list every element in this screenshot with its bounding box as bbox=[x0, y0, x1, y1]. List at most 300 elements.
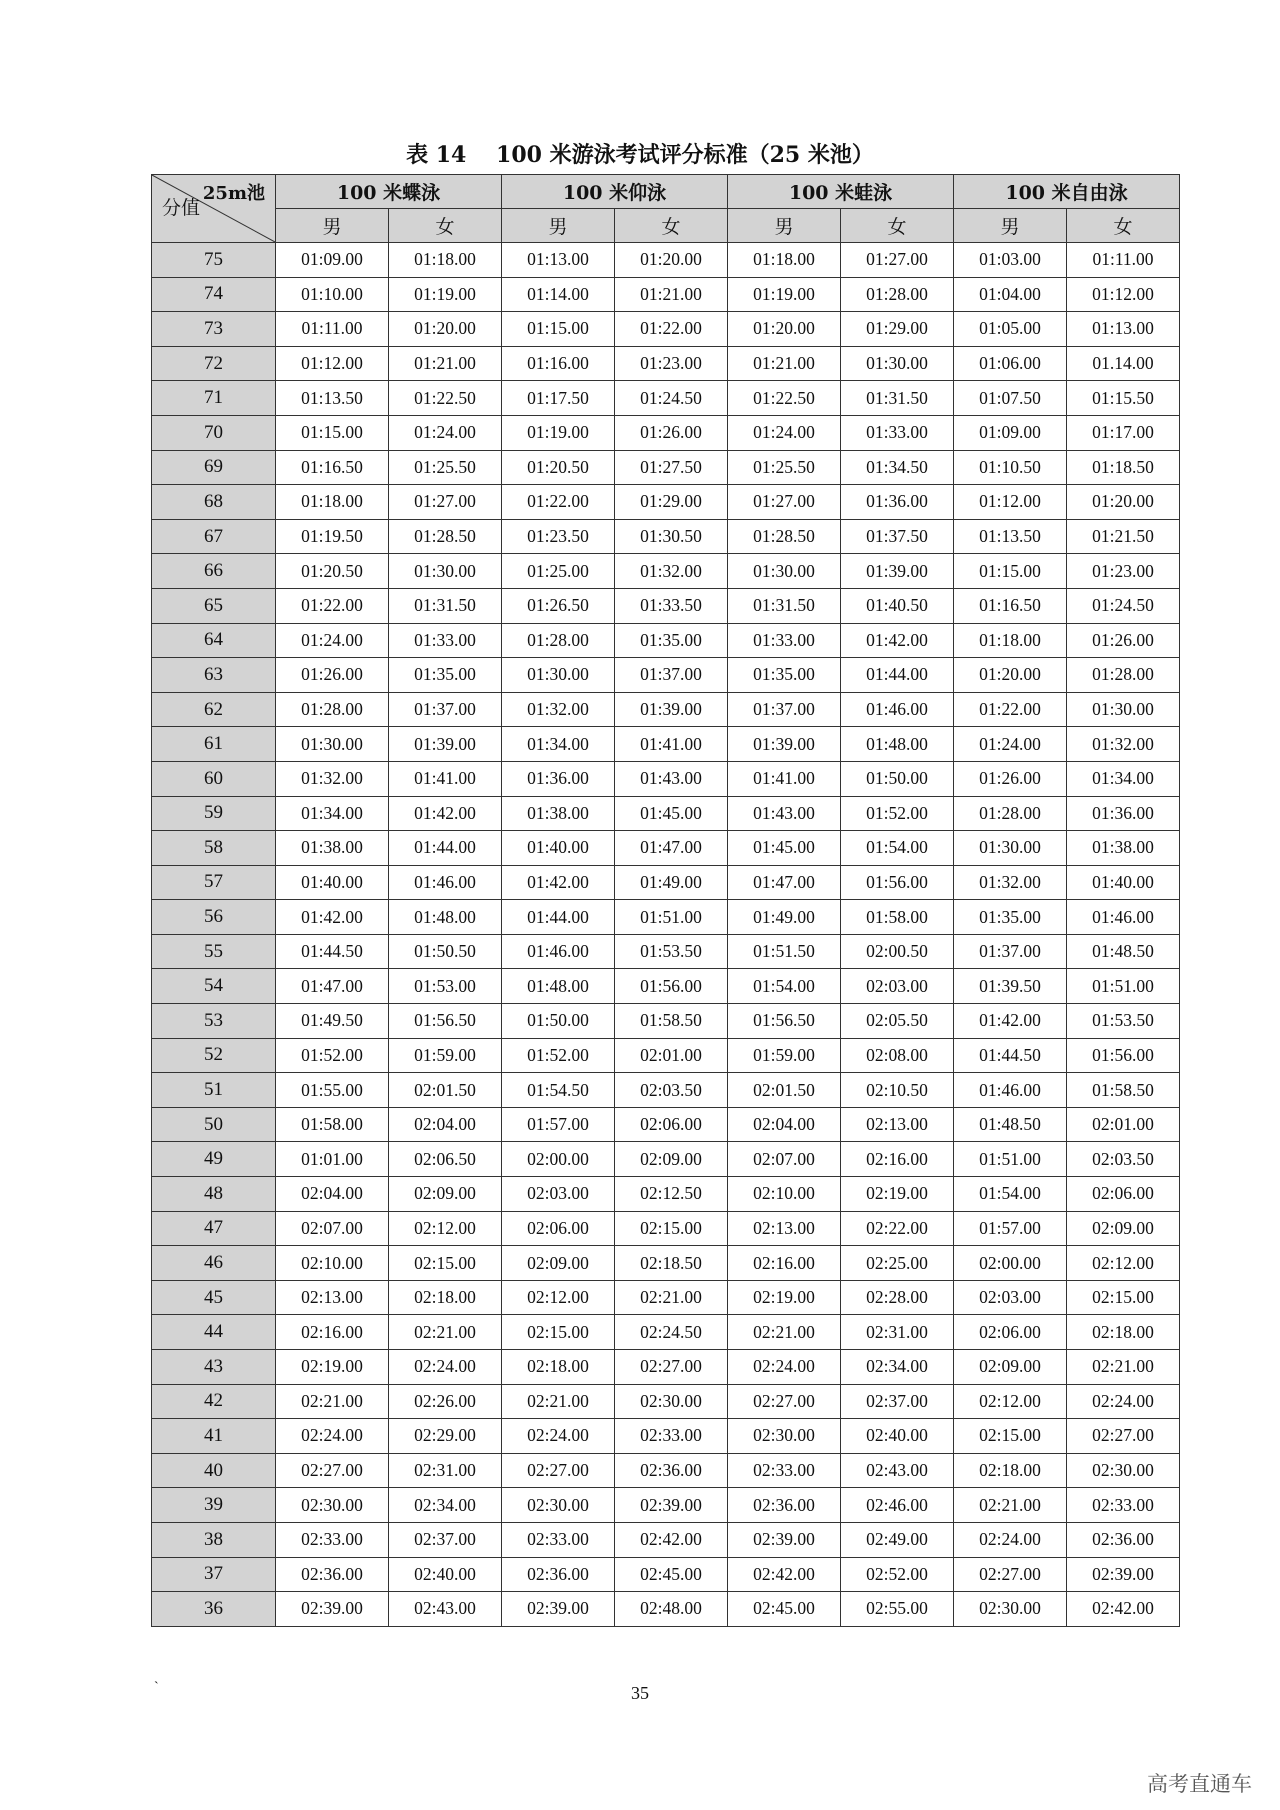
time-cell: 01:22.50 bbox=[728, 381, 841, 416]
time-cell: 01:41.00 bbox=[389, 761, 502, 796]
score-cell: 58 bbox=[152, 831, 276, 866]
time-cell: 02:00.00 bbox=[502, 1142, 615, 1177]
time-cell: 01:32.00 bbox=[954, 865, 1067, 900]
time-cell: 02:09.00 bbox=[502, 1246, 615, 1281]
time-cell: 02:30.00 bbox=[1067, 1453, 1180, 1488]
time-cell: 02:39.00 bbox=[502, 1592, 615, 1627]
time-cell: 01:48.50 bbox=[1067, 934, 1180, 969]
time-cell: 01:30.00 bbox=[841, 346, 954, 381]
time-cell: 01:10.00 bbox=[276, 277, 389, 312]
score-cell: 70 bbox=[152, 415, 276, 450]
table-row bbox=[152, 1280, 1180, 1315]
time-cell: 01:38.00 bbox=[276, 831, 389, 866]
time-cell: 02:18.00 bbox=[389, 1280, 502, 1315]
time-cell: 01:42.00 bbox=[502, 865, 615, 900]
score-cell: 71 bbox=[152, 381, 276, 416]
time-cell: 01:42.00 bbox=[276, 900, 389, 935]
time-cell: 01:20.00 bbox=[1067, 485, 1180, 520]
time-cell: 01:24.00 bbox=[276, 623, 389, 658]
time-cell: 01:55.00 bbox=[276, 1073, 389, 1108]
time-cell: 01:40.00 bbox=[276, 865, 389, 900]
time-cell: 01:22.50 bbox=[389, 381, 502, 416]
score-cell: 37 bbox=[152, 1557, 276, 1592]
time-cell: 01:18.00 bbox=[954, 623, 1067, 658]
time-cell: 01:17.50 bbox=[502, 381, 615, 416]
table-row bbox=[152, 485, 1180, 520]
time-cell: 01:04.00 bbox=[954, 277, 1067, 312]
time-cell: 01:56.00 bbox=[841, 865, 954, 900]
table-row bbox=[152, 1350, 1180, 1385]
time-cell: 02:21.00 bbox=[389, 1315, 502, 1350]
time-cell: 02:30.00 bbox=[615, 1384, 728, 1419]
table-row bbox=[152, 796, 1180, 831]
time-cell: 02:27.00 bbox=[502, 1453, 615, 1488]
time-cell: 02:06.00 bbox=[502, 1211, 615, 1246]
time-cell: 01:15.50 bbox=[1067, 381, 1180, 416]
time-cell: 02:30.00 bbox=[502, 1488, 615, 1523]
time-cell: 02:15.00 bbox=[389, 1246, 502, 1281]
time-cell: 02:21.00 bbox=[502, 1384, 615, 1419]
time-cell: 02:39.00 bbox=[615, 1488, 728, 1523]
time-cell: 01:39.00 bbox=[389, 727, 502, 762]
time-cell: 01:23.00 bbox=[1067, 554, 1180, 589]
score-cell: 48 bbox=[152, 1177, 276, 1212]
time-cell: 01:22.00 bbox=[276, 588, 389, 623]
time-cell: 01:11.00 bbox=[1067, 243, 1180, 278]
time-cell: 01:48.00 bbox=[389, 900, 502, 935]
sex-header-male: 男 bbox=[502, 209, 615, 243]
footer-mark: ` bbox=[154, 1680, 159, 1695]
score-table bbox=[151, 174, 1180, 1627]
time-cell: 02:43.00 bbox=[841, 1453, 954, 1488]
time-cell: 02:43.00 bbox=[389, 1592, 502, 1627]
time-cell: 01:28.00 bbox=[1067, 658, 1180, 693]
score-cell: 49 bbox=[152, 1142, 276, 1177]
time-cell: 02:28.00 bbox=[841, 1280, 954, 1315]
time-cell: 01:36.00 bbox=[502, 761, 615, 796]
time-cell: 01:44.50 bbox=[954, 1038, 1067, 1073]
time-cell: 01:13.50 bbox=[954, 519, 1067, 554]
score-cell: 46 bbox=[152, 1246, 276, 1281]
score-cell: 57 bbox=[152, 865, 276, 900]
score-cell: 65 bbox=[152, 588, 276, 623]
table-row bbox=[152, 450, 1180, 485]
table-row bbox=[152, 658, 1180, 693]
time-cell: 01:19.50 bbox=[276, 519, 389, 554]
time-cell: 01:48.50 bbox=[954, 1107, 1067, 1142]
score-cell: 52 bbox=[152, 1038, 276, 1073]
time-cell: 02:45.00 bbox=[615, 1557, 728, 1592]
time-cell: 01:34.00 bbox=[502, 727, 615, 762]
time-cell: 01:29.00 bbox=[615, 485, 728, 520]
time-cell: 01:43.00 bbox=[615, 761, 728, 796]
group-header-breaststroke: 100 米蛙泳 bbox=[728, 175, 954, 209]
time-cell: 01:12.00 bbox=[954, 485, 1067, 520]
time-cell: 02:04.00 bbox=[728, 1107, 841, 1142]
time-cell: 01:46.00 bbox=[389, 865, 502, 900]
time-cell: 01:13.00 bbox=[1067, 312, 1180, 347]
time-cell: 01:19.00 bbox=[728, 277, 841, 312]
time-cell: 02:03.00 bbox=[954, 1280, 1067, 1315]
score-cell: 62 bbox=[152, 692, 276, 727]
time-cell: 02:36.00 bbox=[615, 1453, 728, 1488]
time-cell: 01:38.00 bbox=[1067, 831, 1180, 866]
time-cell: 01:20.00 bbox=[728, 312, 841, 347]
time-cell: 01:26.00 bbox=[615, 415, 728, 450]
time-cell: 02:19.00 bbox=[841, 1177, 954, 1212]
group-header-backstroke: 100 米仰泳 bbox=[502, 175, 728, 209]
time-cell: 01:16.50 bbox=[276, 450, 389, 485]
time-cell: 01:40.50 bbox=[841, 588, 954, 623]
table-row bbox=[152, 1592, 1180, 1627]
time-cell: 01:39.50 bbox=[954, 969, 1067, 1004]
score-cell: 63 bbox=[152, 658, 276, 693]
time-cell: 01:50.00 bbox=[502, 1004, 615, 1039]
score-cell: 60 bbox=[152, 761, 276, 796]
score-cell: 39 bbox=[152, 1488, 276, 1523]
time-cell: 01:39.00 bbox=[728, 727, 841, 762]
time-cell: 02:26.00 bbox=[389, 1384, 502, 1419]
group-header-freestyle: 100 米自由泳 bbox=[954, 175, 1180, 209]
time-cell: 01:33.00 bbox=[728, 623, 841, 658]
time-cell: 01:34.50 bbox=[841, 450, 954, 485]
time-cell: 01:45.00 bbox=[728, 831, 841, 866]
time-cell: 02:27.00 bbox=[954, 1557, 1067, 1592]
time-cell: 02:29.00 bbox=[389, 1419, 502, 1454]
time-cell: 01:46.00 bbox=[954, 1073, 1067, 1108]
page-number: 35 bbox=[631, 1683, 649, 1703]
table-row bbox=[152, 1419, 1180, 1454]
time-cell: 01:44.00 bbox=[389, 831, 502, 866]
time-cell: 02:03.00 bbox=[841, 969, 954, 1004]
time-cell: 02:31.00 bbox=[841, 1315, 954, 1350]
table-row bbox=[152, 1557, 1180, 1592]
time-cell: 02:18.00 bbox=[1067, 1315, 1180, 1350]
time-cell: 01:18.50 bbox=[1067, 450, 1180, 485]
table-row bbox=[152, 1522, 1180, 1557]
time-cell: 01:39.00 bbox=[615, 692, 728, 727]
time-cell: 01:59.00 bbox=[389, 1038, 502, 1073]
time-cell: 01:47.00 bbox=[276, 969, 389, 1004]
score-cell: 61 bbox=[152, 727, 276, 762]
time-cell: 01:52.00 bbox=[502, 1038, 615, 1073]
time-cell: 01:41.00 bbox=[615, 727, 728, 762]
time-cell: 01:28.50 bbox=[389, 519, 502, 554]
time-cell: 01:18.00 bbox=[389, 243, 502, 278]
time-cell: 01:33.00 bbox=[389, 623, 502, 658]
score-cell: 55 bbox=[152, 934, 276, 969]
table-row bbox=[152, 415, 1180, 450]
time-cell: 01:49.00 bbox=[615, 865, 728, 900]
score-cell: 41 bbox=[152, 1419, 276, 1454]
time-cell: 01:42.00 bbox=[954, 1004, 1067, 1039]
time-cell: 01:27.00 bbox=[728, 485, 841, 520]
time-cell: 02:19.00 bbox=[728, 1280, 841, 1315]
time-cell: 02:18.50 bbox=[615, 1246, 728, 1281]
table-row bbox=[152, 692, 1180, 727]
time-cell: 01:27.50 bbox=[615, 450, 728, 485]
time-cell: 02:52.00 bbox=[841, 1557, 954, 1592]
time-cell: 02:40.00 bbox=[389, 1557, 502, 1592]
time-cell: 01:12.00 bbox=[1067, 277, 1180, 312]
time-cell: 01:54.00 bbox=[728, 969, 841, 1004]
time-cell: 02:36.00 bbox=[728, 1488, 841, 1523]
time-cell: 02:33.00 bbox=[276, 1522, 389, 1557]
time-cell: 02:09.00 bbox=[615, 1142, 728, 1177]
group-header-butterfly: 100 米蝶泳 bbox=[276, 175, 502, 209]
time-cell: 01:51.00 bbox=[954, 1142, 1067, 1177]
time-cell: 02:49.00 bbox=[841, 1522, 954, 1557]
time-cell: 01:25.00 bbox=[502, 554, 615, 589]
score-cell: 69 bbox=[152, 450, 276, 485]
time-cell: 01:54.00 bbox=[841, 831, 954, 866]
time-cell: 02:31.00 bbox=[389, 1453, 502, 1488]
time-cell: 01:30.00 bbox=[728, 554, 841, 589]
header-row-groups bbox=[152, 175, 1180, 209]
time-cell: 01:58.50 bbox=[615, 1004, 728, 1039]
time-cell: 01:36.00 bbox=[1067, 796, 1180, 831]
time-cell: 02:06.00 bbox=[1067, 1177, 1180, 1212]
time-cell: 01:56.50 bbox=[728, 1004, 841, 1039]
time-cell: 02:03.00 bbox=[502, 1177, 615, 1212]
corner-pool-label: 25m池 bbox=[202, 183, 265, 204]
time-cell: 02:15.00 bbox=[502, 1315, 615, 1350]
time-cell: 01:54.00 bbox=[954, 1177, 1067, 1212]
time-cell: 01:28.00 bbox=[954, 796, 1067, 831]
time-cell: 01:21.00 bbox=[615, 277, 728, 312]
time-cell: 02:48.00 bbox=[615, 1592, 728, 1627]
time-cell: 01:59.00 bbox=[728, 1038, 841, 1073]
time-cell: 01:37.50 bbox=[841, 519, 954, 554]
time-cell: 02:21.00 bbox=[728, 1315, 841, 1350]
time-cell: 02:34.00 bbox=[841, 1350, 954, 1385]
table-row bbox=[152, 554, 1180, 589]
time-cell: 01:36.00 bbox=[841, 485, 954, 520]
watermark: 高考直通车 bbox=[1147, 1772, 1252, 1796]
score-cell: 66 bbox=[152, 554, 276, 589]
time-cell: 01:32.00 bbox=[1067, 727, 1180, 762]
sex-header-female: 女 bbox=[389, 209, 502, 243]
time-cell: 01:28.00 bbox=[276, 692, 389, 727]
time-cell: 01:15.00 bbox=[954, 554, 1067, 589]
time-cell: 02:16.00 bbox=[728, 1246, 841, 1281]
score-cell: 72 bbox=[152, 346, 276, 381]
time-cell: 01:44.00 bbox=[841, 658, 954, 693]
time-cell: 01:42.00 bbox=[389, 796, 502, 831]
time-cell: 02:06.50 bbox=[389, 1142, 502, 1177]
time-cell: 02:34.00 bbox=[389, 1488, 502, 1523]
time-cell: 01:56.50 bbox=[389, 1004, 502, 1039]
time-cell: 02:12.00 bbox=[389, 1211, 502, 1246]
time-cell: 02:04.00 bbox=[389, 1107, 502, 1142]
sex-header-male: 男 bbox=[954, 209, 1067, 243]
time-cell: 02:30.00 bbox=[728, 1419, 841, 1454]
time-cell: 02:39.00 bbox=[1067, 1557, 1180, 1592]
time-cell: 01:35.00 bbox=[728, 658, 841, 693]
time-cell: 02:46.00 bbox=[841, 1488, 954, 1523]
time-cell: 01:20.00 bbox=[954, 658, 1067, 693]
time-cell: 01:35.00 bbox=[389, 658, 502, 693]
score-cell: 42 bbox=[152, 1384, 276, 1419]
time-cell: 02:24.00 bbox=[954, 1522, 1067, 1557]
time-cell: 01:26.00 bbox=[1067, 623, 1180, 658]
score-cell: 54 bbox=[152, 969, 276, 1004]
time-cell: 01:49.50 bbox=[276, 1004, 389, 1039]
time-cell: 01:31.50 bbox=[728, 588, 841, 623]
time-cell: 01:16.00 bbox=[502, 346, 615, 381]
time-cell: 01:54.50 bbox=[502, 1073, 615, 1108]
time-cell: 01:16.50 bbox=[954, 588, 1067, 623]
time-cell: 01:22.00 bbox=[615, 312, 728, 347]
time-cell: 02:27.00 bbox=[1067, 1419, 1180, 1454]
time-cell: 01:58.00 bbox=[841, 900, 954, 935]
time-cell: 02:36.00 bbox=[502, 1557, 615, 1592]
table-row bbox=[152, 519, 1180, 554]
score-cell: 44 bbox=[152, 1315, 276, 1350]
time-cell: 01:25.50 bbox=[389, 450, 502, 485]
time-cell: 01:09.00 bbox=[276, 243, 389, 278]
score-cell: 45 bbox=[152, 1280, 276, 1315]
table-row bbox=[152, 865, 1180, 900]
time-cell: 01:37.00 bbox=[615, 658, 728, 693]
table-row bbox=[152, 1142, 1180, 1177]
time-cell: 01:28.00 bbox=[502, 623, 615, 658]
table-row bbox=[152, 1246, 1180, 1281]
time-cell: 02:30.00 bbox=[954, 1592, 1067, 1627]
time-cell: 02:00.00 bbox=[954, 1246, 1067, 1281]
time-cell: 02:05.50 bbox=[841, 1004, 954, 1039]
time-cell: 02:37.00 bbox=[841, 1384, 954, 1419]
time-cell: 01:27.00 bbox=[389, 485, 502, 520]
time-cell: 01:21.50 bbox=[1067, 519, 1180, 554]
time-cell: 01:35.00 bbox=[615, 623, 728, 658]
time-cell: 02:39.00 bbox=[728, 1522, 841, 1557]
time-cell: 01:57.00 bbox=[502, 1107, 615, 1142]
table-row bbox=[152, 1384, 1180, 1419]
time-cell: 01:28.00 bbox=[841, 277, 954, 312]
time-cell: 01:10.50 bbox=[954, 450, 1067, 485]
sex-header-male: 男 bbox=[728, 209, 841, 243]
time-cell: 01.14.00 bbox=[1067, 346, 1180, 381]
time-cell: 01:15.00 bbox=[502, 312, 615, 347]
score-cell: 68 bbox=[152, 485, 276, 520]
time-cell: 02:18.00 bbox=[502, 1350, 615, 1385]
time-cell: 01:51.00 bbox=[1067, 969, 1180, 1004]
score-cell: 64 bbox=[152, 623, 276, 658]
time-cell: 01:24.50 bbox=[615, 381, 728, 416]
time-cell: 02:13.00 bbox=[728, 1211, 841, 1246]
time-cell: 02:36.00 bbox=[1067, 1522, 1180, 1557]
page-title: 表 14 100 米游泳考试评分标准（25 米池） bbox=[406, 142, 874, 168]
time-cell: 01:30.00 bbox=[1067, 692, 1180, 727]
time-cell: 02:21.00 bbox=[276, 1384, 389, 1419]
time-cell: 01:24.00 bbox=[954, 727, 1067, 762]
table-row bbox=[152, 1004, 1180, 1039]
time-cell: 01:33.50 bbox=[615, 588, 728, 623]
table-row bbox=[152, 1177, 1180, 1212]
time-cell: 01:42.00 bbox=[841, 623, 954, 658]
time-cell: 02:16.00 bbox=[276, 1315, 389, 1350]
time-cell: 01:46.00 bbox=[1067, 900, 1180, 935]
time-cell: 01:20.00 bbox=[615, 243, 728, 278]
time-cell: 02:13.00 bbox=[841, 1107, 954, 1142]
time-cell: 02:09.00 bbox=[389, 1177, 502, 1212]
time-cell: 02:12.00 bbox=[1067, 1246, 1180, 1281]
time-cell: 02:06.00 bbox=[954, 1315, 1067, 1350]
time-cell: 02:00.50 bbox=[841, 934, 954, 969]
time-cell: 02:39.00 bbox=[276, 1592, 389, 1627]
table-row bbox=[152, 243, 1180, 278]
table-row bbox=[152, 761, 1180, 796]
time-cell: 02:42.00 bbox=[728, 1557, 841, 1592]
time-cell: 01:47.00 bbox=[728, 865, 841, 900]
time-cell: 01:44.50 bbox=[276, 934, 389, 969]
time-cell: 02:13.00 bbox=[276, 1280, 389, 1315]
time-cell: 02:03.50 bbox=[615, 1073, 728, 1108]
time-cell: 02:24.00 bbox=[276, 1419, 389, 1454]
time-cell: 02:33.00 bbox=[1067, 1488, 1180, 1523]
table-row bbox=[152, 934, 1180, 969]
time-cell: 02:21.00 bbox=[1067, 1350, 1180, 1385]
time-cell: 02:01.50 bbox=[389, 1073, 502, 1108]
time-cell: 01:35.00 bbox=[954, 900, 1067, 935]
time-cell: 01:05.00 bbox=[954, 312, 1067, 347]
time-cell: 01:52.00 bbox=[841, 796, 954, 831]
header-row-sex bbox=[152, 209, 1180, 243]
time-cell: 02:37.00 bbox=[389, 1522, 502, 1557]
time-cell: 01:06.00 bbox=[954, 346, 1067, 381]
time-cell: 01:19.00 bbox=[389, 277, 502, 312]
time-cell: 02:01.00 bbox=[1067, 1107, 1180, 1142]
time-cell: 02:16.00 bbox=[841, 1142, 954, 1177]
time-cell: 01:23.50 bbox=[502, 519, 615, 554]
time-cell: 02:19.00 bbox=[276, 1350, 389, 1385]
score-cell: 59 bbox=[152, 796, 276, 831]
time-cell: 01:18.00 bbox=[276, 485, 389, 520]
time-cell: 01:01.00 bbox=[276, 1142, 389, 1177]
score-cell: 74 bbox=[152, 277, 276, 312]
time-cell: 01:46.00 bbox=[841, 692, 954, 727]
time-cell: 02:24.00 bbox=[389, 1350, 502, 1385]
table-row bbox=[152, 312, 1180, 347]
time-cell: 02:08.00 bbox=[841, 1038, 954, 1073]
table-row bbox=[152, 831, 1180, 866]
time-cell: 01:26.00 bbox=[954, 761, 1067, 796]
time-cell: 01:37.00 bbox=[954, 934, 1067, 969]
table-row bbox=[152, 969, 1180, 1004]
time-cell: 01:57.00 bbox=[954, 1211, 1067, 1246]
time-cell: 02:07.00 bbox=[728, 1142, 841, 1177]
time-cell: 01:17.00 bbox=[1067, 415, 1180, 450]
time-cell: 01:13.50 bbox=[276, 381, 389, 416]
time-cell: 01:30.00 bbox=[276, 727, 389, 762]
sex-header-female: 女 bbox=[615, 209, 728, 243]
corner-score-label: 分值 bbox=[162, 197, 201, 219]
time-cell: 01:31.50 bbox=[841, 381, 954, 416]
time-cell: 02:42.00 bbox=[615, 1522, 728, 1557]
time-cell: 01:48.00 bbox=[841, 727, 954, 762]
time-cell: 01:26.00 bbox=[276, 658, 389, 693]
time-cell: 02:55.00 bbox=[841, 1592, 954, 1627]
table-row bbox=[152, 346, 1180, 381]
time-cell: 02:07.00 bbox=[276, 1211, 389, 1246]
table-row bbox=[152, 1211, 1180, 1246]
score-cell: 36 bbox=[152, 1592, 276, 1627]
time-cell: 01:34.00 bbox=[1067, 761, 1180, 796]
time-cell: 02:24.50 bbox=[615, 1315, 728, 1350]
time-cell: 01:48.00 bbox=[502, 969, 615, 1004]
time-cell: 02:40.00 bbox=[841, 1419, 954, 1454]
